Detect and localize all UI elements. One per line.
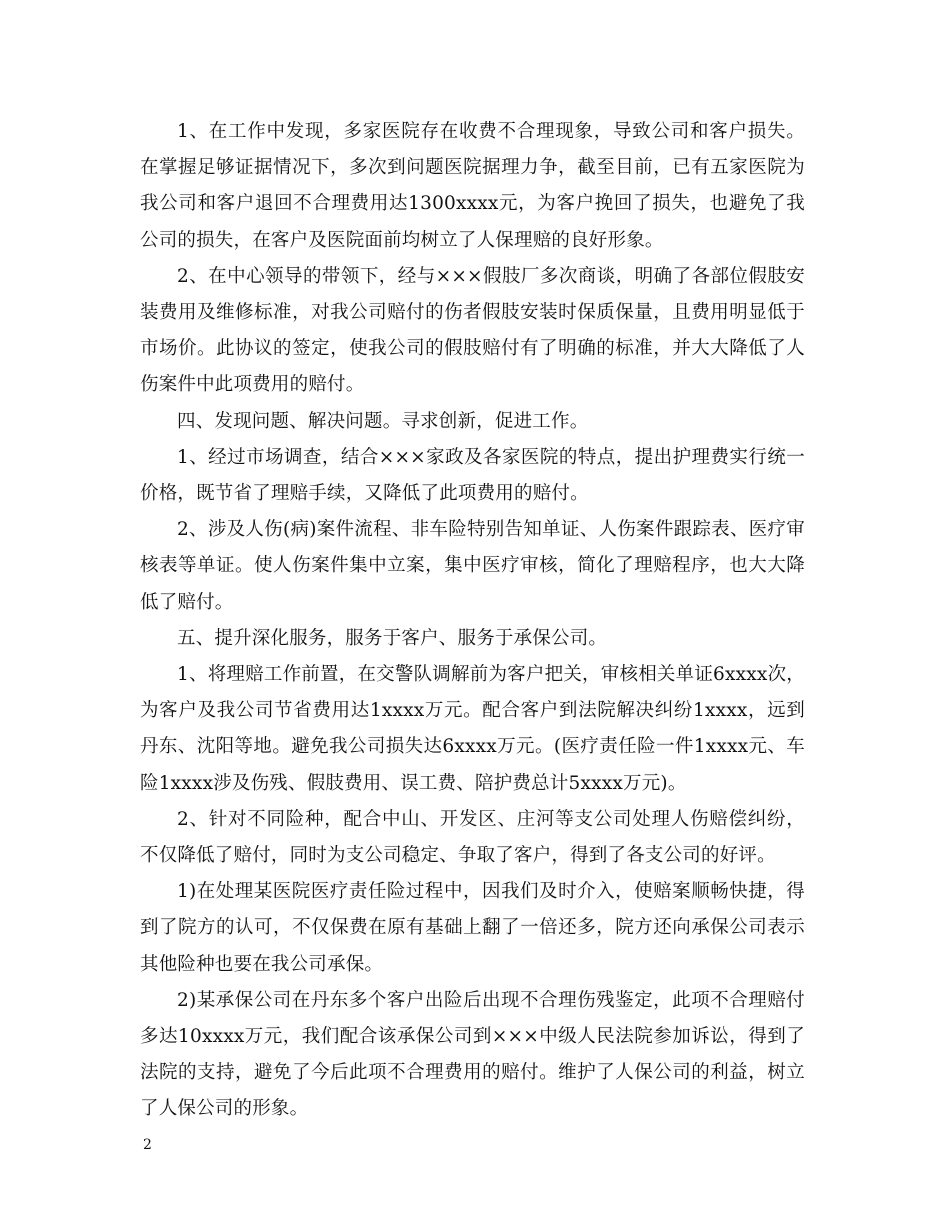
page-number: 2 — [143, 1137, 152, 1153]
document-body — [140, 114, 805, 1128]
paragraph: 2、针对不同险种，配合中山、开发区、庄河等支公司处理人伤赔偿纠纷，不仅降低了赔付，同时为支公司稳定、争取了客户，得到了各支公司的好评。 — [140, 808, 805, 867]
paragraph: 2、涉及人伤(病)案件流程、非车险特别告知单证、人伤案件跟踪表、医疗审核表等单证。使人伤案件集中立案，集中医疗审核，简化了理赔程序，也大大降低了赔付。 — [140, 519, 805, 613]
paragraph: 1)在处理某医院医疗责任险过程中，因我们及时介入，使赔案顺畅快捷，得到了院方的认可，不仅保费在原有基础上翻了一倍还多，院方还向承保公司表示其他险种也要在我公司承保。 — [140, 881, 805, 975]
paragraph: 2)某承保公司在丹东多个客户出险后出现不合理伤残鉴定，此项不合理赔付多达10xxxx万元，我们配合该承保公司到×××中级人民法院参加诉讼，得到了法院的支持，避免了今后此项不合理费用的赔付。维护了人保公司的利益，树立了人保公司的形象。 — [140, 989, 805, 1120]
section-heading: 五、提升深化服务，服务于客户、服务于承保公司。 — [177, 627, 608, 649]
paragraph: 2、在中心领导的带领下，经与×××假肢厂多次商谈，明确了各部位假肢安装费用及维修标准，对我公司赔付的伤者假肢安装时保质保量，且费用明显低于市场价。此协议的签定，使我公司的假肢赔付有了明确的标准，并大大降低了人伤案件中此项费用的赔付。 — [140, 265, 805, 396]
paragraph: 1、在工作中发现，多家医院存在收费不合理现象，导致公司和客户损失。在掌握足够证据情况下，多次到问题医院据理力争，截至目前，已有五家医院为我公司和客户退回不合理费用达1300xxxx元，为客户挽回了损失，也避免了我公司的损失，在客户及医院面前均树立了人保理赔的良好形象。 — [140, 121, 805, 251]
section-heading: 四、发现问题、解决问题。寻求创新，促进工作。 — [177, 410, 589, 432]
paragraph: 1、将理赔工作前置，在交警队调解前为客户把关，审核相关单证6xxxx次，为客户及我公司节省费用达1xxxx万元。配合客户到法院解决纠纷1xxxx，远到丹东、沈阳等地。避免我公司损失达6xxxx万元。(医疗责任险一件1xxxx元、车险1xxxx涉及伤残、假肢费用、误工费、陪护费总计5xxxx万元)。 — [140, 664, 805, 794]
paragraph: 1、经过市场调查，结合×××家政及各家医院的特点，提出护理费实行统一价格，既节省了理赔手续，又降低了此项费用的赔付。 — [140, 446, 805, 505]
